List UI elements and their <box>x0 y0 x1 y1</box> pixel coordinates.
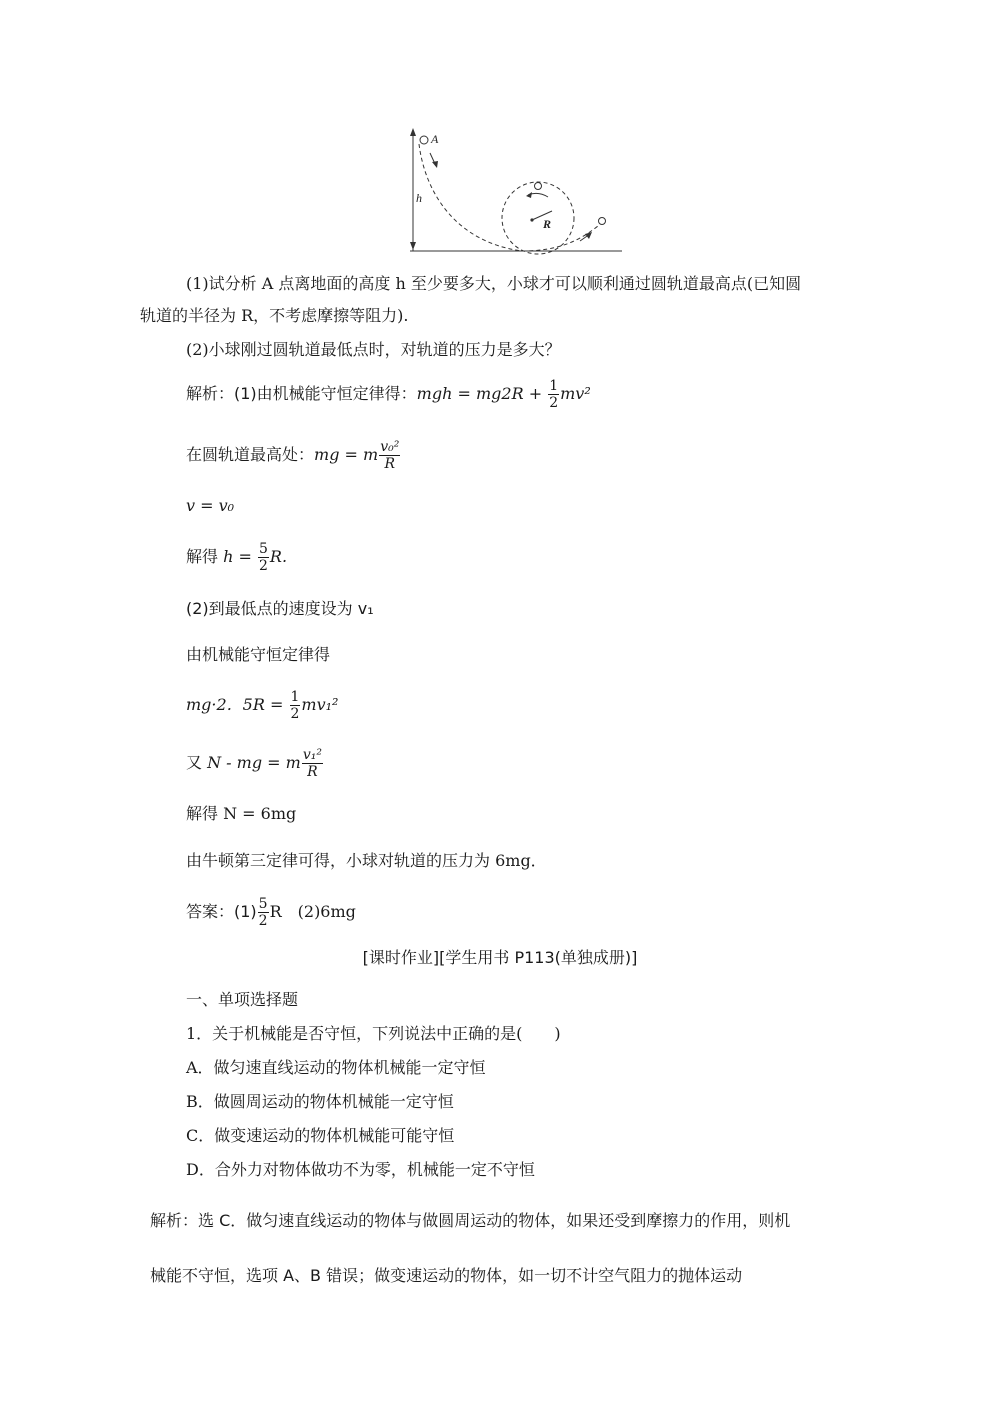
equation-4 <box>186 690 338 721</box>
label-A: A <box>431 132 439 146</box>
equation-5-left: N - mg = m <box>207 753 301 772</box>
equation-1-right: mv² <box>560 384 591 403</box>
option-b: B．做圆周运动的物体机械能一定守恒 <box>186 1092 454 1111</box>
solve-N: 解得 N = 6mg <box>186 804 297 823</box>
equation-1-numerator: 1 <box>549 378 559 394</box>
newton-third-law: 由牛顿第三定律可得，小球对轨道的压力为 6mg． <box>186 851 547 870</box>
analysis-line1: 解析：选 C．做匀速直线运动的物体与做圆周运动的物体，如果还受到摩擦力的作用，则机 <box>150 1211 791 1230</box>
label-R: R <box>543 217 552 231</box>
ball-at-A <box>420 136 428 144</box>
equation-5-prefix: 又 <box>186 753 208 772</box>
question-1-line2: 轨道的半径为 R，不考虑摩擦等阻力). <box>140 306 409 325</box>
solve-h-numerator: 5 <box>258 541 268 557</box>
answer-label: 答案：(1) <box>186 902 257 921</box>
solve-h-denominator: 2 <box>258 558 268 574</box>
top-of-loop-label: 在圆轨道最高处： <box>186 445 315 464</box>
homework-header: [课时作业][学生用书 P113(单独成册)] <box>362 948 638 967</box>
equation-5 <box>186 748 324 779</box>
answer-denominator: 2 <box>258 913 268 929</box>
conservation-law: 由机械能守恒定律得 <box>186 645 331 664</box>
equation-2-left: mg = m <box>314 445 379 464</box>
choice-question-1: 1．关于机械能是否守恒，下列说法中正确的是( ) <box>186 1024 561 1043</box>
answer-fraction <box>258 897 269 928</box>
solve-h-label: 解得 <box>186 547 224 566</box>
option-d: D．合外力对物体做功不为零，机械能一定不守恒 <box>186 1160 535 1179</box>
exit-arrowhead <box>585 232 592 239</box>
solve-h-right: R. <box>269 547 288 566</box>
equation-3: v = v₀ <box>186 496 235 515</box>
top-of-loop-condition <box>186 440 401 471</box>
equation-4-right: mv₁² <box>301 695 339 714</box>
solution-intro <box>186 379 591 410</box>
equation-4-denominator: 2 <box>290 706 300 722</box>
answer-rest: R (2)6mg <box>269 902 356 921</box>
loop-circle <box>502 182 574 254</box>
solve-h-fraction <box>258 542 269 573</box>
equation-1-denominator: 2 <box>549 395 559 411</box>
option-c: C．做变速运动的物体机械能可能守恒 <box>186 1126 455 1145</box>
answer <box>186 897 356 928</box>
option-a: A．做匀速直线运动的物体机械能一定守恒 <box>186 1058 486 1077</box>
equation-5-numerator: v₁² <box>302 747 322 763</box>
motion-arrowhead-A <box>432 161 438 168</box>
solution-intro-label: 解析：(1)由机械能守恒定律得： <box>186 384 417 403</box>
question-2: (2)小球刚过圆轨道最低点时，对轨道的压力是多大？ <box>186 340 561 359</box>
equation-5-denominator: R <box>307 764 318 780</box>
equation-2-denominator: R <box>384 456 396 472</box>
equation-4-numerator: 1 <box>290 689 300 705</box>
equation-2-numerator: v₀² <box>380 439 400 455</box>
ball-at-top <box>535 183 542 190</box>
part-2-intro: (2)到最低点的速度设为 v₁ <box>186 599 374 618</box>
answer-numerator: 5 <box>258 896 268 912</box>
height-arrow-down <box>410 242 416 250</box>
section-title: 一、单项选择题 <box>186 990 299 1009</box>
analysis-line2: 械能不守恒，选项 A、B 错误；做变速运动的物体，如一切不计空气阻力的抛体运动 <box>150 1266 743 1285</box>
height-arrow-up <box>410 128 416 136</box>
ball-exit <box>599 218 606 225</box>
solve-h <box>186 542 287 573</box>
equation-5-fraction <box>302 748 323 779</box>
solve-h-left: h = <box>223 547 257 566</box>
equation-1-left: mgh = mg2R + <box>416 384 548 403</box>
loop-track-figure <box>400 122 630 257</box>
question-1-line1: (1)试分析 A 点离地面的高度 h 至少要多大，小球才可以顺利通过圆轨道最高点(已知圆 <box>186 274 802 293</box>
equation-2-fraction <box>379 440 400 471</box>
equation-1-fraction <box>548 379 559 410</box>
equation-4-left: mg·2．5R = <box>186 695 289 714</box>
label-h: h <box>416 191 422 205</box>
equation-4-fraction <box>290 690 301 721</box>
loop-direction-arrowhead <box>526 192 532 198</box>
